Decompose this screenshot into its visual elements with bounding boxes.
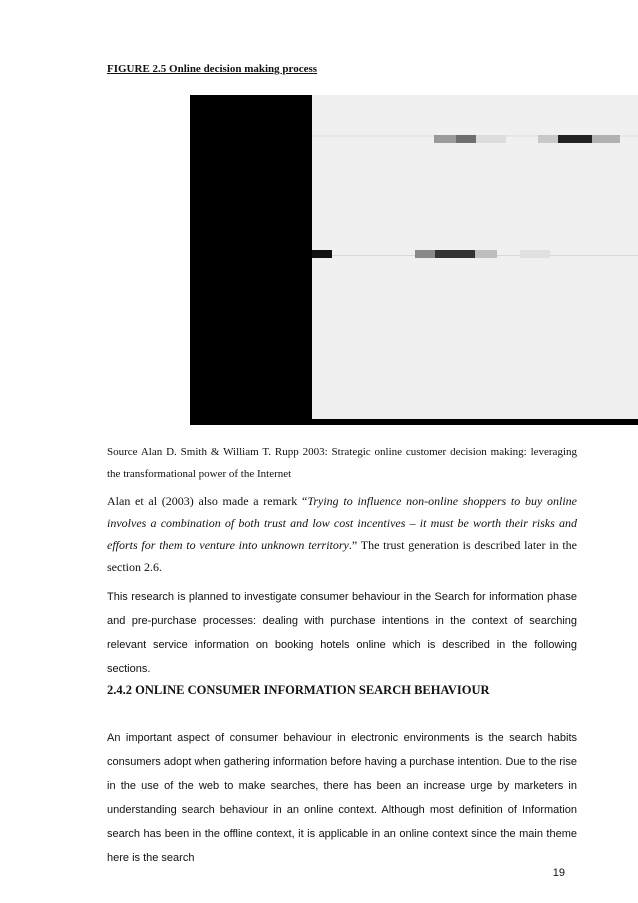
figure-band [434,135,456,143]
figure-band [558,135,592,143]
figure-band [415,250,435,258]
paragraph-quote-italic: Trying to influence non-online shoppers to buy online involves a combination of both trust and low cost incentives – it must be worth their risks and efforts for them to venture into unknown territory [107,494,577,552]
section-heading: 2.4.2 ONLINE CONSUMER INFORMATION SEARCH BEHAVIOUR [107,683,490,697]
figure-band [592,135,620,143]
figure-title: FIGURE 2.5 Online decision making process [107,63,318,75]
figure-band [312,250,332,258]
figure-band [520,250,550,258]
figure-panel [312,95,638,425]
paragraph-quote-tail: .” The trust generation is described later in the section 2.6. [107,538,578,574]
paragraph-search-behaviour: An important aspect of consumer behaviour in electronic environments is the search habits consumers adopt when gathering information before having a purchase intention. Due to the rise in the use of the web to make searches, there has been an increase urge by marketers in understanding search behaviour in an online context. Although most definition of Information search has been in the offline context, it is applicable in an online context since the main theme here is the search [107,732,577,864]
figure-band [435,250,475,258]
figure-black-region [190,95,312,425]
figure-source: Source Alan D. Smith & William T. Rupp 2003: Strategic online customer decision making: leveraging the transformational power of the Internet [107,446,577,480]
figure-band [538,135,558,143]
figure-band [476,135,506,143]
page-number: 19 [552,867,565,879]
figure-band [475,250,497,258]
paragraph-quote-lead: Alan et al (2003) also made a remark “ [107,494,308,508]
paragraph-research-scope: This research is planned to investigate consumer behaviour in the Search for information phase and pre-purchase processes: dealing with purchase intentions in the context of searching relevant service information on booking hotels online which is described in the following sections. [107,591,577,675]
paragraph-quote [107,490,577,578]
figure-image [190,95,638,425]
figure-bottom-edge [312,419,638,425]
figure-band [456,135,476,143]
